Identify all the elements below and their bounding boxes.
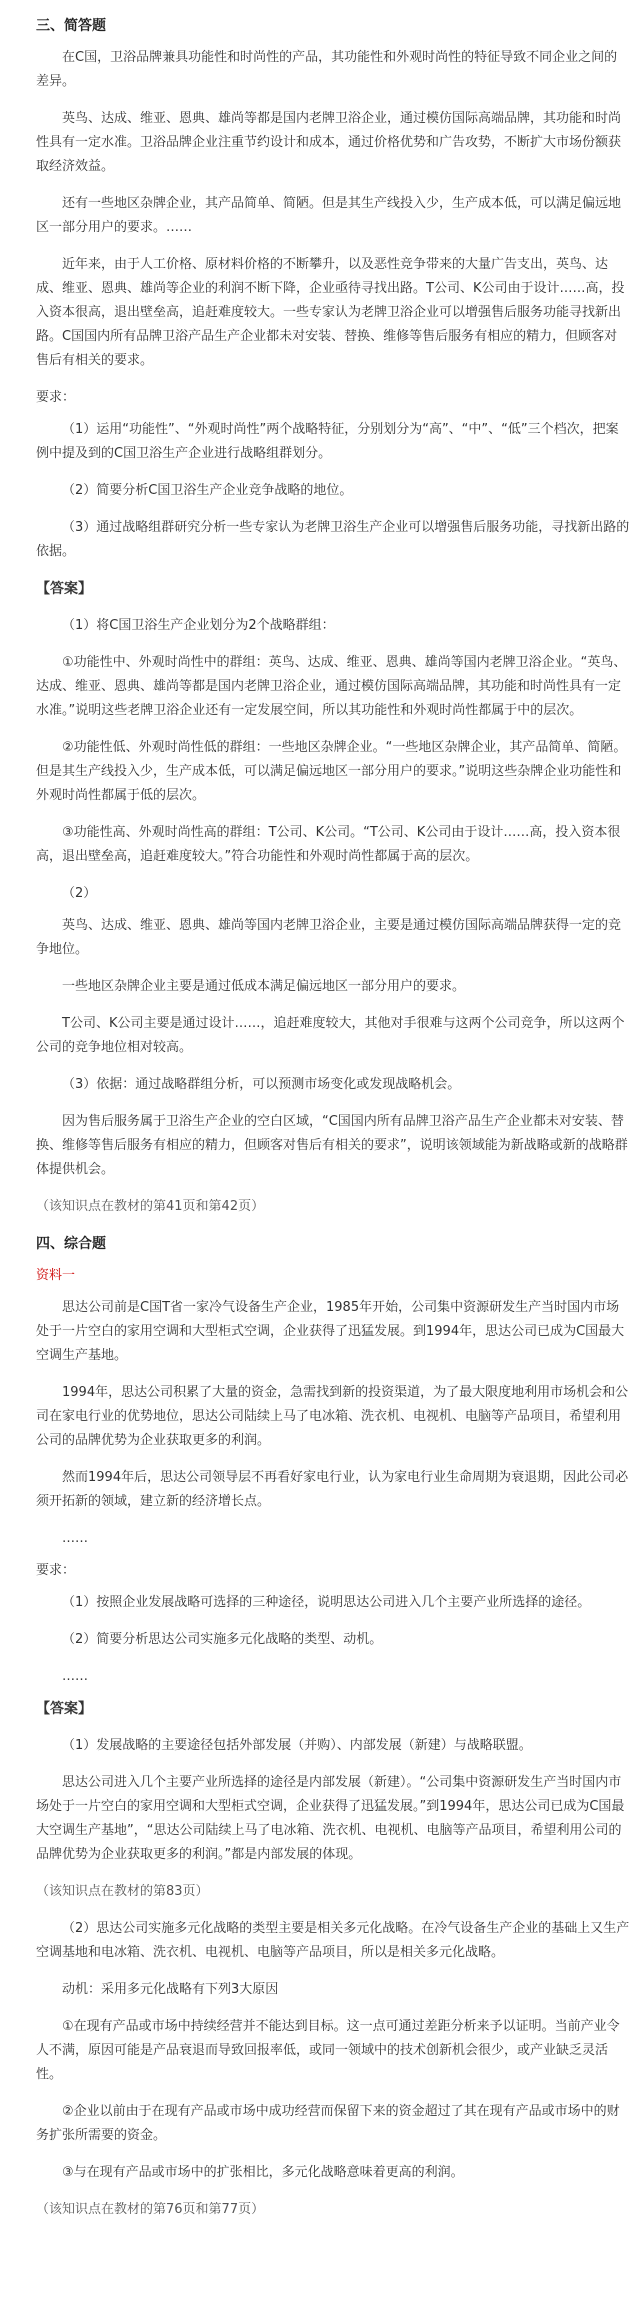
answer-item: ②企业以前由于在现有产品或市场中成功经营而保留下来的资金超过了其在现有产品或市场中的财务扩张所需要的资金。 (36, 2104, 620, 2143)
requirement-label: 要求： (36, 1563, 76, 1578)
requirement-item: （2）简要分析C国卫浴生产企业竞争战略的地位。 (62, 483, 353, 498)
paragraph: 1994年，思达公司积累了大量的资金，急需找到新的投资渠道，为了最大限度地利用市场机会和公司在家电行业的优势地位，思达公司陆续上马了电冰箱、洗衣机、电视机、电脑等产品项目，希望利用公司的品牌优势为企业获取更多的利润。 (36, 1385, 629, 1448)
answer-item: ③功能性高、外观时尚性高的群组：T公司、K公司。“T公司、K公司由于设计……高，投入资本很高，退出壁垒高，追赶难度较大。”符合功能性和外观时尚性都属于高的层次。 (36, 825, 621, 864)
answer-item: （1）将C国卫浴生产企业划分为2个战略群组： (62, 618, 335, 633)
answer-item: ②功能性低、外观时尚性低的群组：一些地区杂牌企业。“一些地区杂牌企业，其产品简单、简陋。但是其生产线投入少，生产成本低，可以满足偏远地区一部分用户的要求。”说明这些杂牌企业功能性和外观时尚性都属于低的层次。 (36, 740, 627, 803)
ellipsis: …… (62, 1669, 88, 1684)
ellipsis: …… (62, 1531, 88, 1546)
paragraph: 然而1994年后，思达公司领导层不再看好家电行业，认为家电行业生命周期为衰退期，因此公司必须开拓新的领域，建立新的经济增长点。 (36, 1470, 629, 1509)
textbook-note: （该知识点在教材的第41页和第42页） (36, 1199, 265, 1214)
answer-item: （2）思达公司实施多元化战略的类型主要是相关多元化战略。在冷气设备生产企业的基础上又生产空调基地和电冰箱、洗衣机、电视机、电脑等产品项目，所以是相关多元化战略。 (36, 1921, 630, 1960)
material-label: 资料一 (36, 1268, 76, 1283)
textbook-note: （该知识点在教材的第76页和第77页） (36, 2202, 265, 2217)
answer-item: T公司、K公司主要是通过设计……，追赶难度较大，其他对手很难与这两个公司竞争，所以这两个公司的竞争地位相对较高。 (36, 1016, 625, 1055)
paragraph: 在C国，卫浴品牌兼具功能性和时尚性的产品，其功能性和外观时尚性的特征导致不同企业之间的差异。 (36, 50, 618, 89)
answer-item: （3）依据：通过战略群组分析，可以预测市场变化或发现战略机会。 (62, 1077, 461, 1092)
answer-item: 动机：采用多元化战略有下列3大原因 (62, 1982, 279, 1997)
requirement-item: （3）通过战略组群研究分析一些专家认为老牌卫浴生产企业可以增强售后服务功能，寻找新出路的依据。 (36, 520, 630, 559)
answer-item: 因为售后服务属于卫浴生产企业的空白区域，“C国国内所有品牌卫浴产品生产企业都未对安装、替换、维修等售后服务有相应的精力，但顾客对售后有相关的要求”，说明该领域能为新战略或新的战略群体提供机会。 (36, 1114, 628, 1177)
answer-item: ①在现有产品或市场中持续经营并不能达到目标。这一点可通过差距分析来予以证明。当前产业令人不满，原因可能是产品衰退而导致回报率低，或同一领域中的技术创新机会很少，或产业缺乏灵活性。 (36, 2019, 620, 2082)
textbook-note: （该知识点在教材的第83页） (36, 1884, 209, 1899)
requirement-item: （1）运用“功能性”、“外观时尚性”两个战略特征，分别划分为“高”、“中”、“低”三个档次，把案例中提及到的C国卫浴生产企业进行战略组群划分。 (36, 422, 619, 461)
answer-item: ①功能性中、外观时尚性中的群组：英鸟、达成、维亚、恩典、雄尚等国内老牌卫浴企业。“英鸟、达成、维亚、恩典、雄尚等都是国内老牌卫浴企业，通过模仿国际高端品牌，其功能和时尚性具有一定水准。”说明这些老牌卫浴企业还有一定发展空间，所以其功能性和外观时尚性都属于中的层次。 (36, 655, 627, 718)
section-3-title: 三、简答题 (36, 18, 106, 34)
answer-item: 英鸟、达成、维亚、恩典、雄尚等国内老牌卫浴企业，主要是通过模仿国际高端品牌获得一定的竞争地位。 (36, 918, 622, 957)
answer-item: （2） (62, 886, 97, 901)
answer-heading: 【答案】 (36, 1701, 92, 1717)
requirement-item: （2）简要分析思达公司实施多元化战略的类型、动机。 (62, 1632, 383, 1647)
section-4-title: 四、综合题 (36, 1236, 106, 1252)
paragraph: 思达公司前是C国T省一家冷气设备生产企业，1985年开始，公司集中资源研发生产当时国内市场处于一片空白的家用空调和大型柜式空调，企业获得了迅猛发展。到1994年，思达公司已成为C国最大空调生产基地。 (36, 1300, 625, 1363)
paragraph: 还有一些地区杂牌企业，其产品简单、简陋。但是其生产线投入少，生产成本低，可以满足偏远地区一部分用户的要求。…… (36, 196, 622, 235)
requirement-item: （1）按照企业发展战略可选择的三种途径，说明思达公司进入几个主要产业所选择的途径。 (62, 1595, 591, 1610)
answer-item: （1）发展战略的主要途径包括外部发展（并购）、内部发展（新建）与战略联盟。 (62, 1738, 532, 1753)
requirement-label: 要求： (36, 390, 76, 405)
paragraph: 英鸟、达成、维亚、恩典、雄尚等都是国内老牌卫浴企业，通过模仿国际高端品牌，其功能和时尚性具有一定水准。卫浴品牌企业注重节约设计和成本，通过价格优势和广告攻势，不断扩大市场份额获取经济效益。 (36, 111, 622, 174)
answer-heading: 【答案】 (36, 581, 92, 597)
answer-item: 一些地区杂牌企业主要是通过低成本满足偏远地区一部分用户的要求。 (62, 979, 466, 994)
paragraph: 近年来，由于人工价格、原材料价格的不断攀升，以及恶性竞争带来的大量广告支出，英鸟、达成、维亚、恩典、雄尚等企业的利润不断下降，企业亟待寻找出路。T公司、K公司由于设计……高，投入资本很高，退出壁垒高，追赶难度较大。一些专家认为老牌卫浴企业可以增强售后服务功能寻找新出路。C国国内所有品牌卫浴产品生产企业都未对安装、替换、维修等售后服务有相应的精力，但顾客对售后有相关的要求。 (36, 257, 625, 368)
answer-item: ③与在现有产品或市场中的扩张相比，多元化战略意味着更高的利润。 (62, 2165, 464, 2180)
answer-item: 思达公司进入几个主要产业所选择的途径是内部发展（新建）。“公司集中资源研发生产当时国内市场处于一片空白的家用空调和大型柜式空调，企业获得了迅猛发展。”到1994年，思达公司已成为C国最大空调生产基地”，“思达公司陆续上马了电冰箱、洗衣机、电视机、电脑等产品项目，希望利用公司的品牌优势为企业获取更多的利润。”都是内部发展的体现。 (36, 1775, 625, 1862)
